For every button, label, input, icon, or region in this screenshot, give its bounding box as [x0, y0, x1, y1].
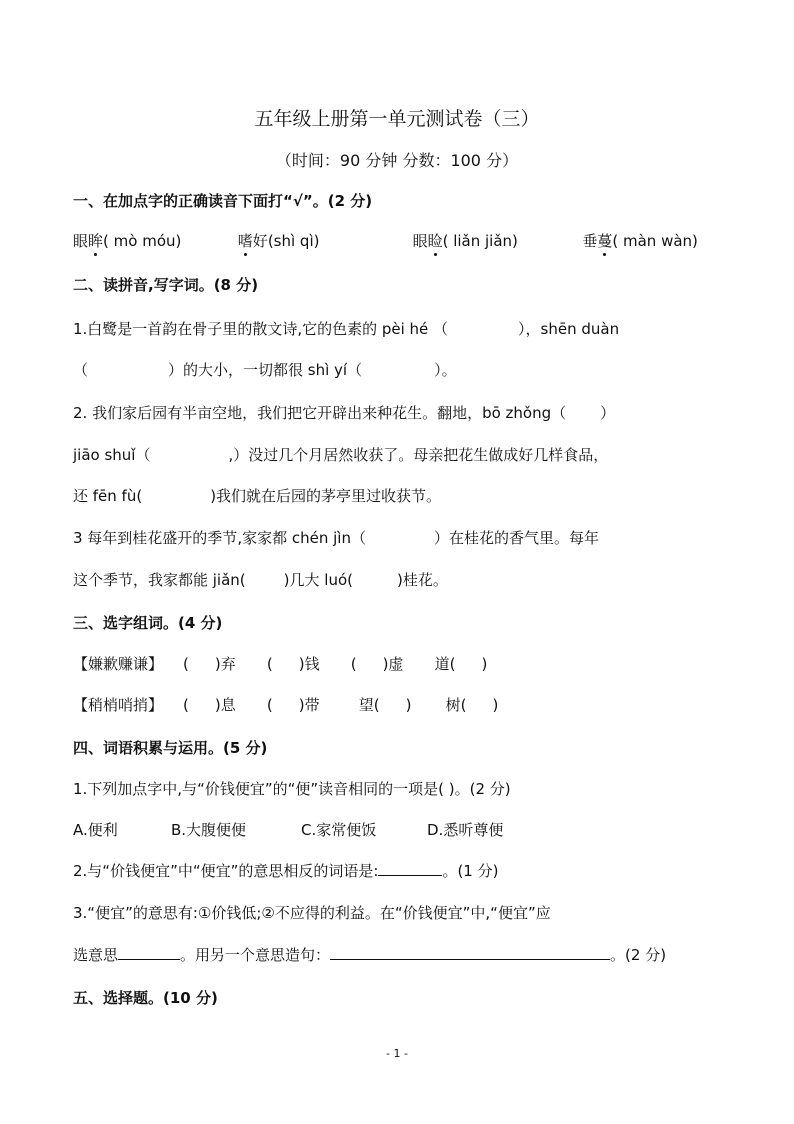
section-2-heading: 二、读拼音,写字词。(8 分)	[73, 276, 259, 294]
section-4-heading: 四、词语积累与运用。(5 分)	[73, 739, 268, 757]
section-1-heading: 一、在加点字的正确读音下面打“√”。(2 分)	[73, 192, 373, 210]
s2-q1-text-e: ）。	[434, 361, 457, 379]
s3-r2-p2: (	[266, 696, 273, 714]
s1-item-4-char-a: 垂	[582, 232, 598, 250]
s4-q3-text-b: 。用另一个意思造句：	[180, 946, 331, 964]
s4-option-b[interactable]: B.大腹便便	[171, 821, 247, 839]
s3-row-2-group: 【稍梢哨捎】	[73, 696, 164, 714]
s2-q3-text-d: )几大 luó(	[283, 571, 353, 589]
s1-item-2-char-b: 好	[252, 232, 268, 250]
s2-q2-text-e: 还 fēn fù(	[73, 487, 143, 505]
s2-q2-line-3	[73, 485, 441, 506]
s2-q3-text-b: ）在桂花的香气里。每年	[433, 529, 599, 547]
s4-option-a[interactable]: A.便利	[73, 821, 118, 839]
s4-q3-line-2	[73, 944, 666, 965]
s4-q3-blank-2[interactable]	[330, 959, 610, 960]
s1-item-1	[73, 230, 233, 251]
s2-q2-text-b: ）	[600, 404, 616, 422]
section-3-heading: 三、选字组词。(4 分)	[73, 614, 223, 632]
s2-q2-text-a: 2. 我们家后园有半亩空地，我们把它开辟出来种花生。翻地，bō zhǒng（	[73, 404, 567, 422]
s2-q3-text-e: )桂花。	[396, 571, 448, 589]
s2-q1-line-2	[73, 359, 457, 380]
s2-q2-line-2	[73, 444, 608, 465]
s1-item-4	[582, 230, 698, 251]
s2-q2-text-f: )我们就在后园的茅亭里过收获节。	[210, 487, 442, 505]
s3-r1-p2: (	[266, 655, 273, 673]
s4-q3-text-c: 。(2 分)	[610, 946, 667, 964]
s2-q1-text-a: 1.白鹭是一首韵在骨子里的散文诗,它的色素的 pèi hé （	[73, 320, 449, 338]
s1-item-1-pinyin: ( mò móu)	[103, 232, 182, 250]
s4-q3-text-a: 选意思	[73, 946, 119, 964]
section-1-items	[73, 230, 698, 251]
s4-q2-text-a: 2.与“价钱便宜”中“便宜”的意思相反的词语是:	[73, 862, 379, 880]
s3-r1-p0: (	[183, 655, 189, 673]
s2-q3-text-a: 3 每年到桂花盛开的季节,家家都 chén jìn（	[73, 529, 366, 547]
s2-q1-text-c: （	[73, 361, 89, 379]
s1-item-2	[238, 230, 408, 251]
s3-r2-p3: )带	[298, 696, 320, 714]
s2-q1-text-b: ），shēn duàn	[518, 320, 620, 338]
s3-row-1	[73, 653, 487, 674]
s3-r1-p6: 道(	[434, 655, 456, 673]
s4-q1-options	[73, 819, 503, 840]
s4-q1: 1.下列加点字中,与“价钱便宜”的“便”读音相同的一项是( )。(2 分)	[73, 780, 511, 798]
s3-row-1-group: 【嫌歉赚谦】	[73, 655, 164, 673]
s3-r1-p7: )	[481, 655, 488, 673]
s1-item-2-dotted-char: 嗜	[237, 232, 253, 250]
s4-q3-line-1: 3.“便宜”的意思有:①价钱低;②不应得的利益。在“价钱便宜”中,“便宜”应	[73, 904, 551, 922]
section-5-heading: 五、选择题。(10 分)	[73, 989, 218, 1007]
s1-item-3-dotted-char: 睑	[427, 232, 443, 250]
s2-q3-line-2	[73, 569, 448, 590]
s3-r2-p5: )	[405, 696, 412, 714]
s2-q2-text-d: ,）没过几个月居然收获了。母亲把花生做成好几样食品，	[228, 446, 609, 464]
s1-item-1-dotted-char: 眸	[88, 232, 104, 250]
s2-q2-line-1	[73, 402, 615, 423]
s1-item-1-char-a: 眼	[73, 232, 89, 250]
s3-r1-p3: )钱	[298, 655, 320, 673]
s3-r2-p1: )息	[214, 696, 236, 714]
s2-q3-line-1	[73, 527, 599, 548]
s3-row-2	[73, 694, 498, 715]
s1-item-2-pinyin: (shì qì)	[267, 232, 320, 250]
s2-q1-line-1	[73, 318, 619, 339]
s3-r2-p4: 望(	[358, 696, 380, 714]
s2-q2-text-c: jiāo shuǐ（	[73, 446, 151, 464]
page-title: 五年级上册第一单元测试卷（三）	[254, 108, 540, 130]
s1-item-4-pinyin: ( màn wàn)	[612, 232, 698, 250]
s2-q3-text-c: 这个季节，我家都能 jiǎn(	[73, 571, 246, 589]
s1-item-4-dotted-char: 蔓	[597, 232, 613, 250]
s4-q2-text-b: 。(1 分)	[442, 862, 499, 880]
s1-item-3-pinyin: ( liǎn jiǎn)	[442, 232, 518, 250]
s3-r1-p5: )虚	[382, 655, 404, 673]
s3-r2-p6: 树(	[445, 696, 467, 714]
s3-r2-p7: )	[492, 696, 499, 714]
s2-q1-text-d: ）的大小，一切都很 shì yí（	[168, 361, 363, 379]
s1-item-3	[413, 230, 578, 251]
s4-option-c[interactable]: C.家常便饭	[301, 821, 377, 839]
s4-q2-blank[interactable]	[378, 875, 442, 876]
page-subtitle: （时间：90 分钟 分数：100 分）	[275, 151, 519, 170]
s4-option-d[interactable]: D.悉听尊便	[427, 821, 504, 839]
s3-r2-p0: (	[183, 696, 189, 714]
s3-r1-p1: )弃	[214, 655, 236, 673]
s4-q3-blank-1[interactable]	[118, 959, 180, 960]
s1-item-3-char-a: 眼	[412, 232, 428, 250]
s3-r1-p4: (	[350, 655, 357, 673]
page-number: - 1 -	[386, 1047, 408, 1060]
s4-q2	[73, 860, 498, 881]
